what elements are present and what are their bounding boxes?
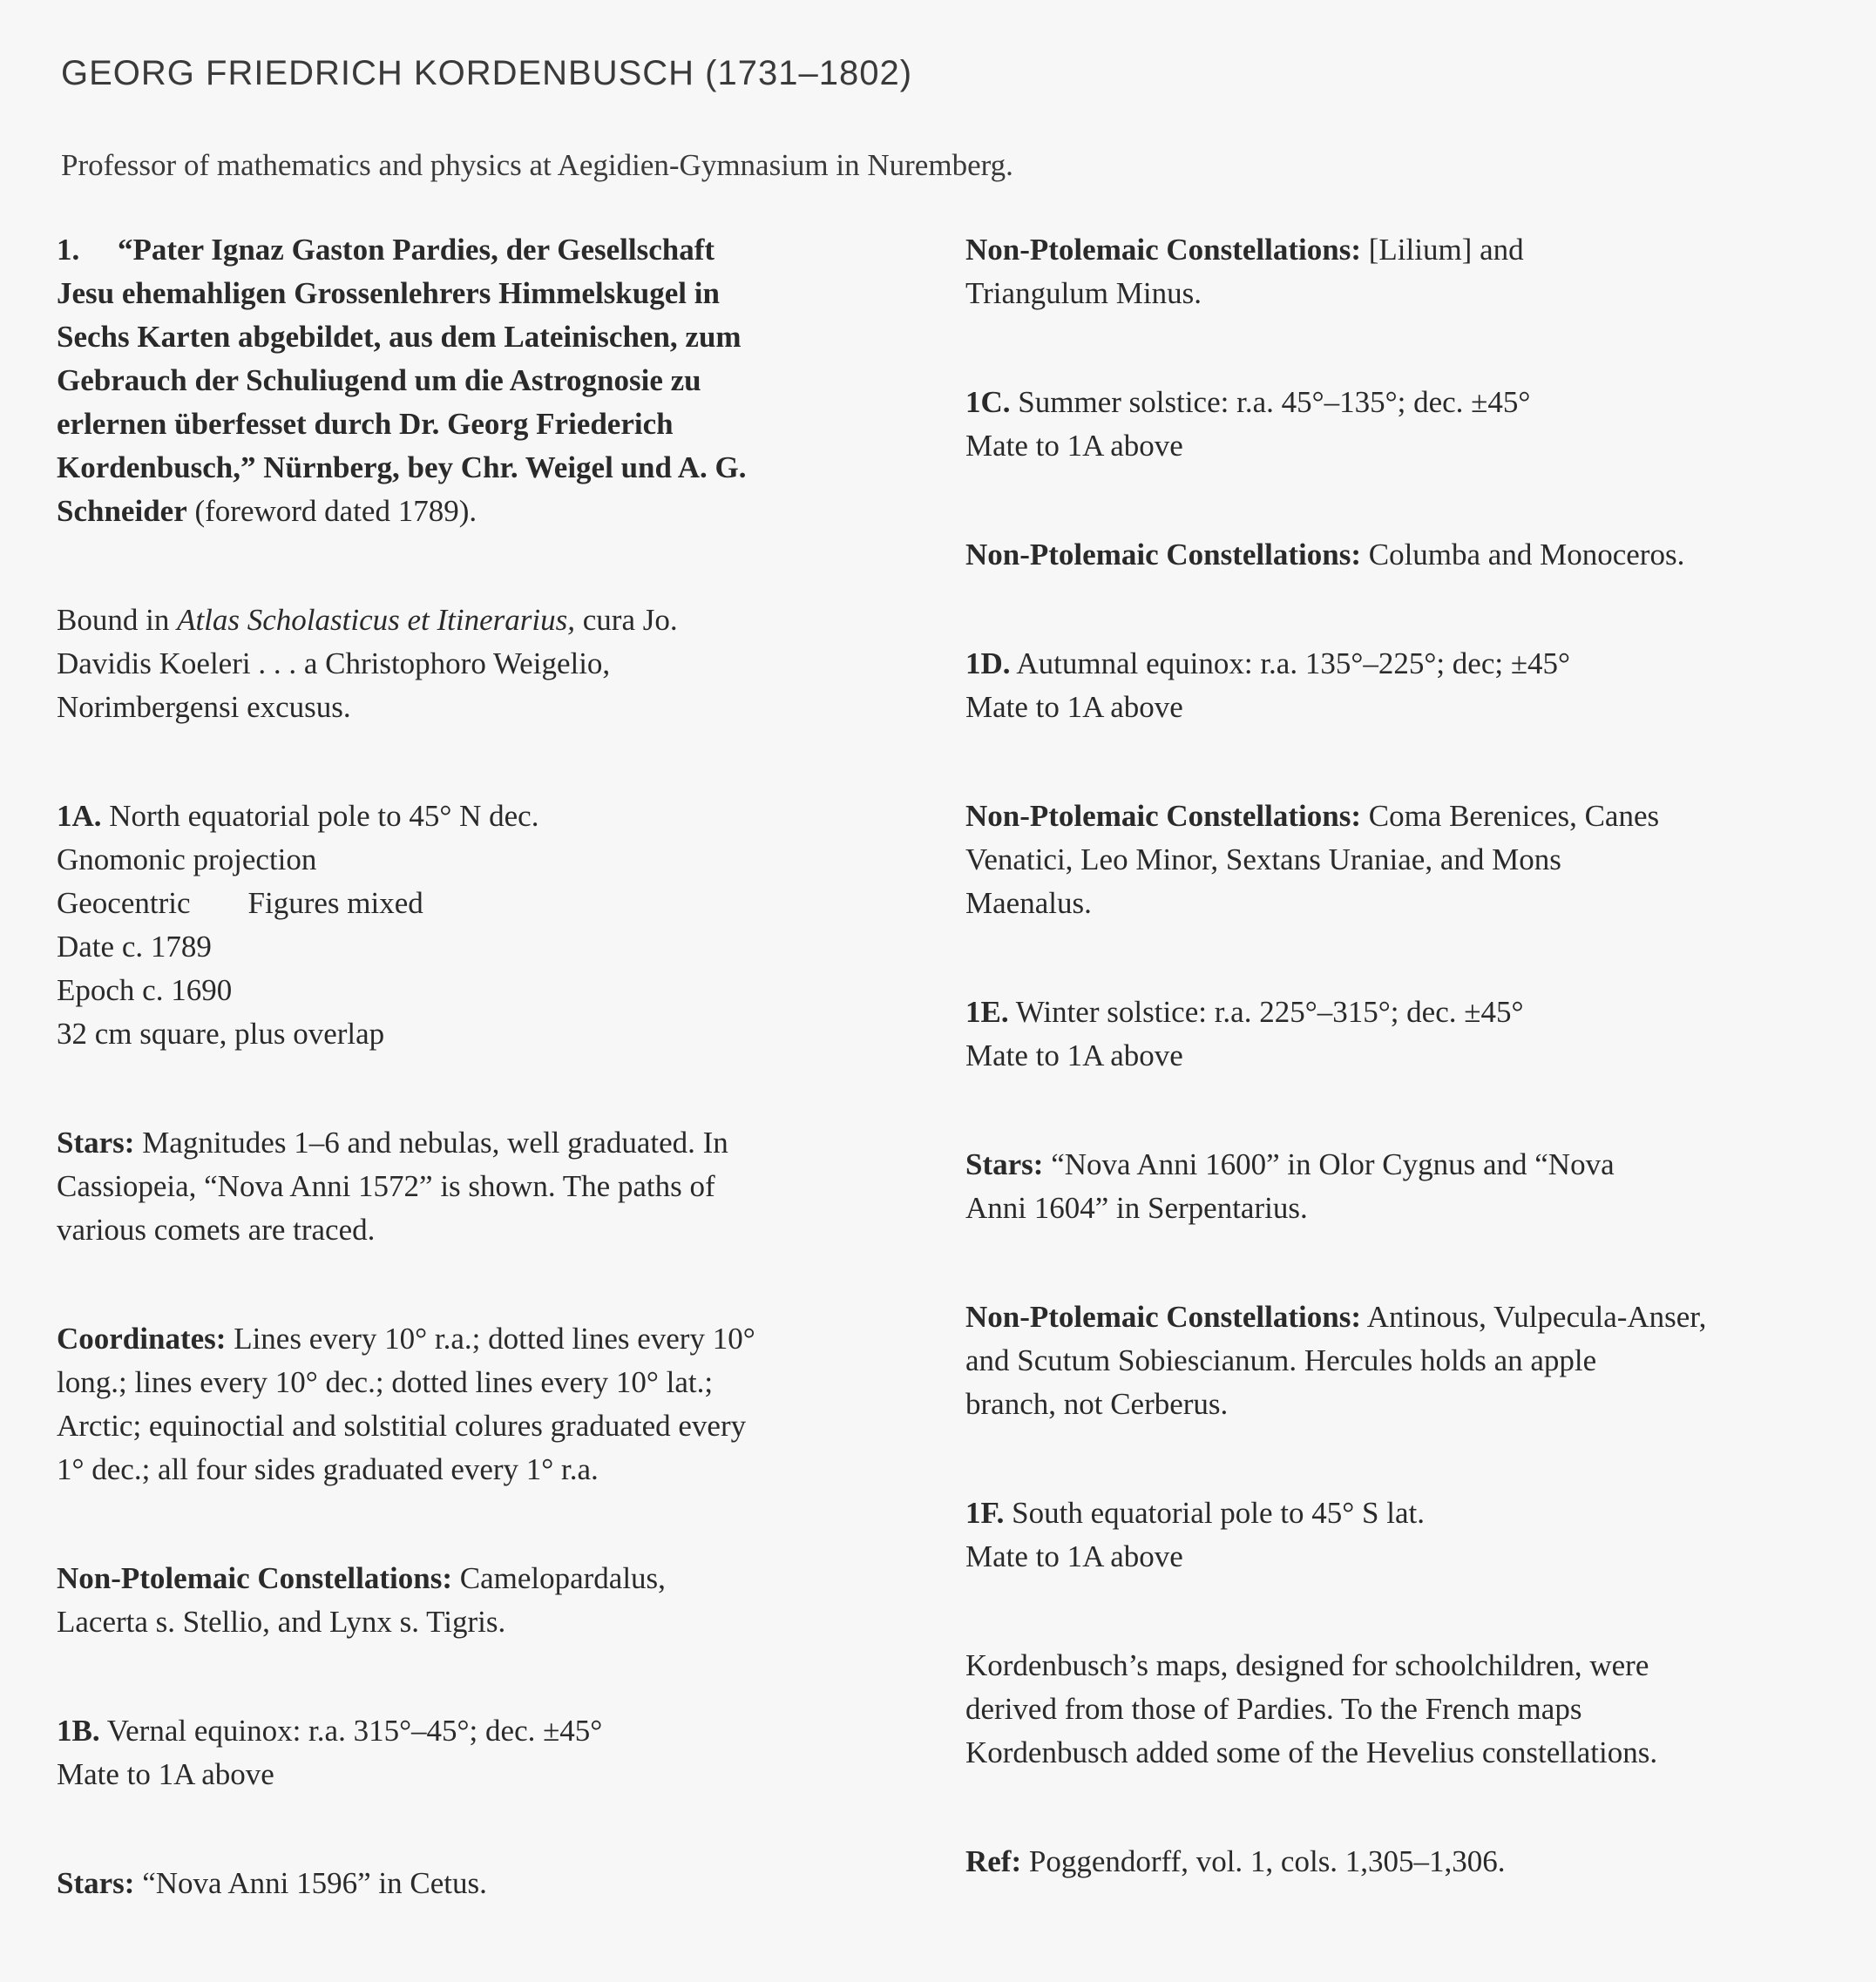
- summary-line-2: derived from those of Pardies. To the French maps: [965, 1692, 1582, 1726]
- reference-line: [965, 1840, 1863, 1884]
- entry-1-line-7: [57, 490, 928, 533]
- reference-text: Poggendorff, vol. 1, cols. 1,305–1,306.: [1021, 1844, 1506, 1878]
- entry-1d-label: 1D.: [965, 646, 1011, 680]
- entry-1a-text: North equatorial pole to 45° N dec.: [101, 799, 539, 833]
- stars-e-label: Stars:: [965, 1147, 1044, 1181]
- left-column: [57, 228, 928, 1905]
- stars-1b-block: [57, 1862, 928, 1905]
- entry-1f-block: [965, 1492, 1863, 1579]
- stars-1-label: Stars:: [57, 1126, 135, 1160]
- entry-1b-block: [57, 1709, 928, 1796]
- entry-1d-mate: Mate to 1A above: [965, 690, 1183, 724]
- stars-1b-line: [57, 1862, 928, 1905]
- entry-1e-mate: Mate to 1A above: [965, 1038, 1183, 1072]
- entry-1-foreword: (foreword dated 1789).: [186, 494, 477, 528]
- entry-1-line-6: Kordenbusch,” Nürnberg, bey Chr. Weigel und A. G.: [57, 450, 747, 484]
- entry-1-line-1: [57, 228, 928, 272]
- entry-1b-text: Vernal equinox: r.a. 315°–45°; dec. ±45°: [99, 1714, 603, 1748]
- entry-1a-epoch: Epoch c. 1690: [57, 973, 233, 1007]
- non-ptolemaic-e-block: [965, 1295, 1863, 1426]
- non-ptolemaic-1-line-1: [57, 1557, 928, 1600]
- coordinates-line-4: 1° dec.; all four sides graduated every 1° r.a.: [57, 1452, 599, 1486]
- summary-line-1: Kordenbusch’s maps, designed for schoolchildren, were: [965, 1648, 1649, 1682]
- entry-1a-figures: Figures mixed: [247, 886, 423, 920]
- bound-prefix: Bound in: [57, 603, 178, 637]
- stars-e-block: [965, 1143, 1863, 1230]
- coordinates-line-2: long.; lines every 10° dec.; dotted lines every 10° lat.;: [57, 1365, 714, 1399]
- non-ptolemaic-c-text: Columba and Monoceros.: [1360, 538, 1685, 572]
- non-ptolemaic-1-line-2: Lacerta s. Stellio, and Lynx s. Tigris.: [57, 1605, 506, 1639]
- entry-1a-geocentric: Geocentric: [57, 886, 191, 920]
- entry-1d-line: [965, 642, 1863, 686]
- bound-line-2: Davidis Koeleri . . . a Christophoro Weigelio,: [57, 646, 611, 680]
- non-ptolemaic-d-text: Coma Berenices, Canes: [1360, 799, 1660, 833]
- entry-1-line-3: Sechs Karten abgebildet, aus dem Lateinischen, zum: [57, 320, 742, 354]
- page-subtitle: Professor of mathematics and physics at Aegidien-Gymnasium in Nuremberg.: [61, 148, 1013, 182]
- non-ptolemaic-b-line-2: Triangulum Minus.: [965, 276, 1202, 310]
- non-ptolemaic-e-text: Antinous, Vulpecula-Anser,: [1360, 1300, 1707, 1334]
- entry-1-number: 1.: [57, 233, 80, 267]
- non-ptolemaic-b-text: [Lilium] and: [1360, 233, 1524, 267]
- reference-label: Ref:: [965, 1844, 1022, 1878]
- coordinates-text: Lines every 10° r.a.; dotted lines every 10°: [226, 1322, 755, 1356]
- entry-1b-mate: Mate to 1A above: [57, 1757, 274, 1791]
- entry-1e-label: 1E.: [965, 995, 1009, 1029]
- entry-1f-label: 1F.: [965, 1496, 1005, 1530]
- stars-e-text: “Nova Anni 1600” in Olor Cygnus and “Nova: [1043, 1147, 1615, 1181]
- summary-line-3: Kordenbusch added some of the Hevelius constellations.: [965, 1735, 1658, 1769]
- stars-1b-label: Stars:: [57, 1866, 135, 1900]
- entry-1a-date: Date c. 1789: [57, 930, 212, 964]
- entry-1-line-5: erlernen überfesset durch Dr. Georg Friederich: [57, 407, 674, 441]
- non-ptolemaic-c-label: Non-Ptolemaic Constellations:: [965, 538, 1361, 572]
- stars-1-block: [57, 1121, 928, 1252]
- non-ptolemaic-c-line: [965, 533, 1863, 577]
- non-ptolemaic-d-line-2: Venatici, Leo Minor, Sextans Uraniae, and Mons: [965, 842, 1561, 876]
- bound-block: [57, 599, 928, 729]
- entry-1a-block: [57, 795, 928, 1056]
- coordinates-block: [57, 1317, 928, 1492]
- entry-1e-text: Winter solstice: r.a. 225°–315°; dec. ±45°: [1008, 995, 1524, 1029]
- stars-1-line-1: [57, 1121, 928, 1165]
- entry-1-publisher: Schneider: [57, 494, 187, 528]
- entry-1c-line: [965, 381, 1863, 424]
- entry-1a-line: [57, 795, 928, 838]
- non-ptolemaic-e-line-2: and Scutum Sobiescianum. Hercules holds an apple: [965, 1343, 1597, 1377]
- stars-e-line-2: Anni 1604” in Serpentarius.: [965, 1191, 1308, 1225]
- entry-1a-size: 32 cm square, plus overlap: [57, 1017, 385, 1051]
- non-ptolemaic-d-block: [965, 795, 1863, 925]
- bound-line-1: [57, 599, 928, 642]
- stars-1-line-3: various comets are traced.: [57, 1213, 376, 1247]
- summary-block: [965, 1644, 1863, 1775]
- right-column: [965, 228, 1863, 1884]
- entry-1e-block: [965, 991, 1863, 1078]
- page-title: GEORG FRIEDRICH KORDENBUSCH (1731–1802): [61, 54, 913, 92]
- coordinates-line-1: [57, 1317, 928, 1361]
- non-ptolemaic-b-block: [965, 228, 1863, 315]
- entry-1a-label: 1A.: [57, 799, 102, 833]
- bound-line-3: Norimbergensi excusus.: [57, 690, 351, 724]
- entry-1-line-4: Gebrauch der Schuliugend um die Astrognosie zu: [57, 363, 701, 397]
- entry-1c-block: [965, 381, 1863, 468]
- non-ptolemaic-b-line-1: [965, 228, 1863, 272]
- non-ptolemaic-d-line-1: [965, 795, 1863, 838]
- non-ptolemaic-d-line-3: Maenalus.: [965, 886, 1092, 920]
- non-ptolemaic-e-line-1: [965, 1295, 1863, 1339]
- non-ptolemaic-e-label: Non-Ptolemaic Constellations:: [965, 1300, 1361, 1334]
- entry-1c-text: Summer solstice: r.a. 45°–135°; dec. ±45°: [1010, 385, 1531, 419]
- atlas-title: Atlas Scholasticus et Itinerarius,: [177, 603, 575, 637]
- non-ptolemaic-1-text: Camelopardalus,: [451, 1561, 666, 1595]
- non-ptolemaic-1-block: [57, 1557, 928, 1644]
- stars-e-line-1: [965, 1143, 1863, 1187]
- non-ptolemaic-1-label: Non-Ptolemaic Constellations:: [57, 1561, 452, 1595]
- non-ptolemaic-c-block: [965, 533, 1863, 577]
- entry-1c-mate: Mate to 1A above: [965, 429, 1183, 463]
- entry-1-text: “Pater Ignaz Gaston Pardies, der Gesellschaft: [118, 233, 715, 267]
- entry-1a-geocentric-line: [57, 882, 928, 925]
- stars-1-text: Magnitudes 1–6 and nebulas, well graduated. In: [134, 1126, 728, 1160]
- coordinates-label: Coordinates:: [57, 1322, 227, 1356]
- entry-1d-text: Autumnal equinox: r.a. 135°–225°; dec; ±45°: [1010, 646, 1571, 680]
- entry-1f-line: [965, 1492, 1863, 1535]
- stars-1b-text: “Nova Anni 1596” in Cetus.: [134, 1866, 487, 1900]
- entry-1e-line: [965, 991, 1863, 1034]
- entry-1b-label: 1B.: [57, 1714, 100, 1748]
- entry-1b-line: [57, 1709, 928, 1753]
- entry-1d-block: [965, 642, 1863, 729]
- stars-1-line-2: Cassiopeia, “Nova Anni 1572” is shown. The paths of: [57, 1169, 715, 1203]
- entry-1-title-block: [57, 228, 928, 533]
- non-ptolemaic-b-label: Non-Ptolemaic Constellations:: [965, 233, 1361, 267]
- entry-1f-text: South equatorial pole to 45° S lat.: [1004, 1496, 1425, 1530]
- entry-1a-projection: Gnomonic projection: [57, 842, 317, 876]
- non-ptolemaic-e-line-3: branch, not Cerberus.: [965, 1387, 1229, 1421]
- entry-1c-label: 1C.: [965, 385, 1011, 419]
- entry-1-line-2: Jesu ehemahligen Grossenlehrers Himmelskugel in: [57, 276, 720, 310]
- coordinates-line-3: Arctic; equinoctial and solstitial colures graduated every: [57, 1409, 747, 1443]
- reference-block: [965, 1840, 1863, 1884]
- non-ptolemaic-d-label: Non-Ptolemaic Constellations:: [965, 799, 1361, 833]
- entry-1f-mate: Mate to 1A above: [965, 1539, 1183, 1573]
- bound-suffix: cura Jo.: [575, 603, 678, 637]
